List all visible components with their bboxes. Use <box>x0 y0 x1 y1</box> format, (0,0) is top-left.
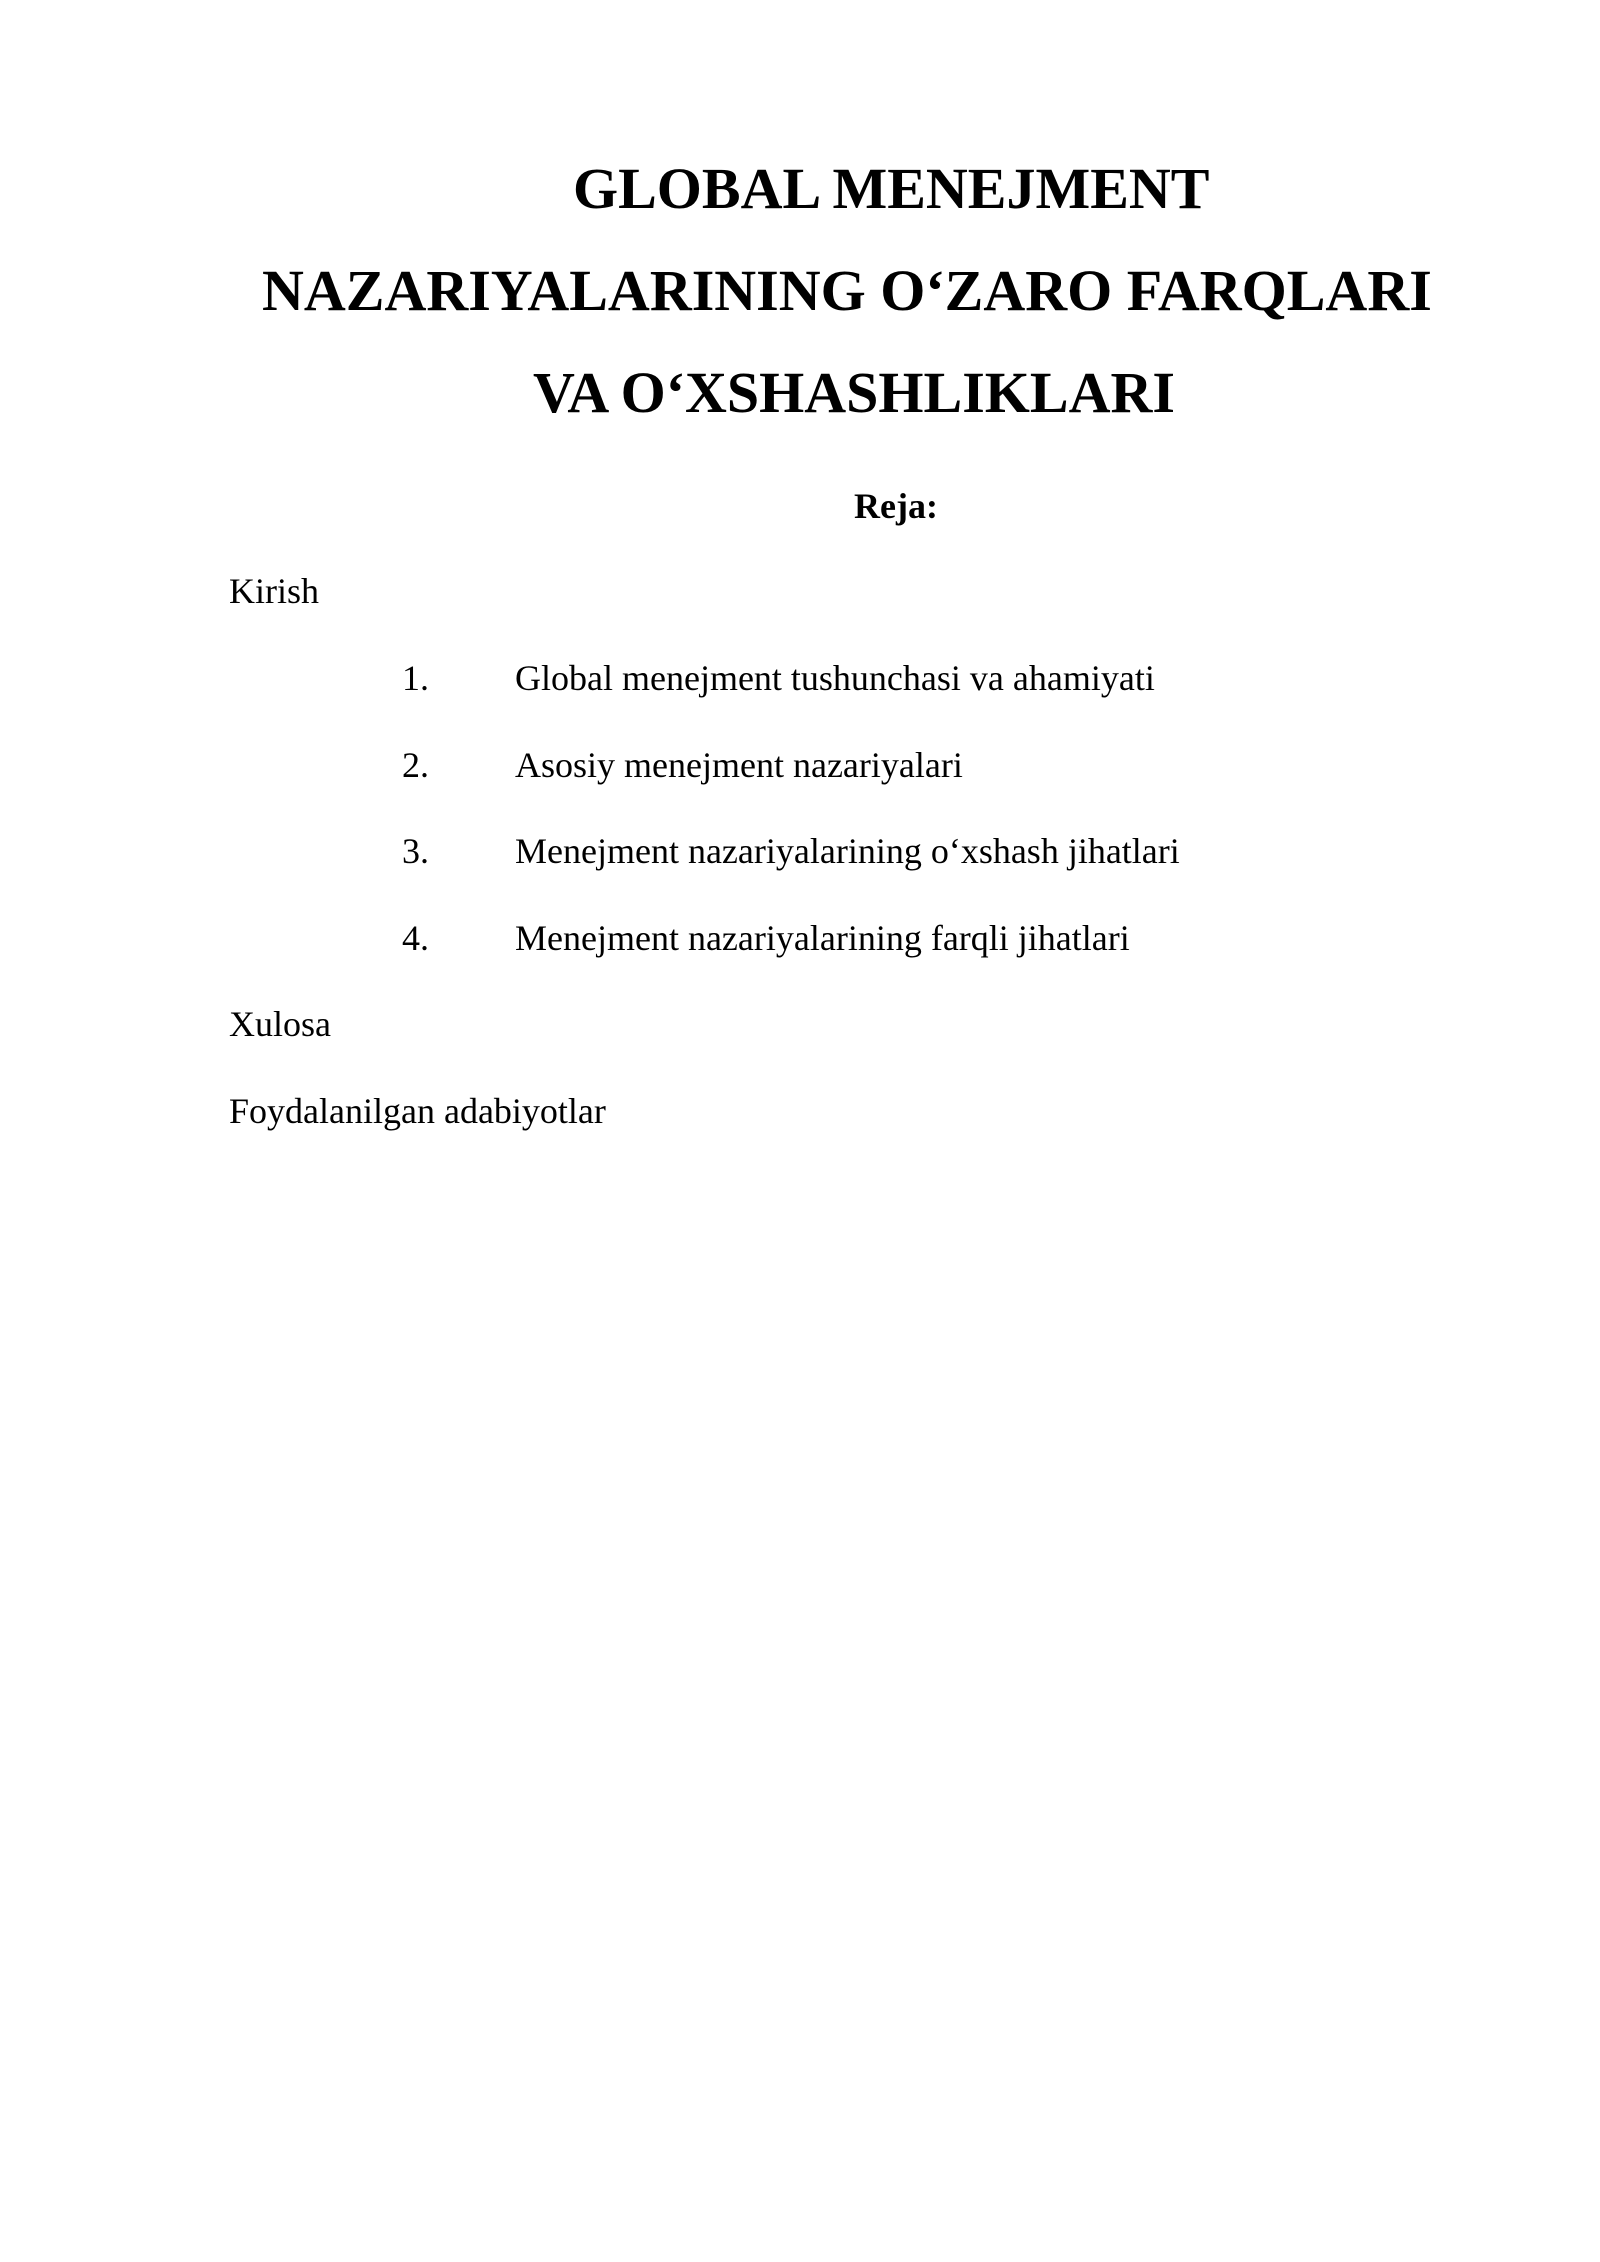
outline-text: Menejment nazariyalarining farqli jihatlari <box>515 918 1130 958</box>
title-line-1: GLOBAL MENEJMENT <box>573 156 1210 221</box>
outline-text: Global menejment tushunchasi va ahamiyati <box>515 658 1155 698</box>
outline-number: 3. <box>402 831 429 871</box>
references-label: Foydalanilgan adabiyotlar <box>229 1091 606 1131</box>
outline-number: 1. <box>402 658 429 698</box>
outline-number: 4. <box>402 918 429 958</box>
outline-text: Asosiy menejment nazariyalari <box>515 745 963 785</box>
outline-number: 2. <box>402 745 429 785</box>
conclusion-label: Xulosa <box>229 1004 331 1044</box>
outline-text: Menejment nazariyalarining o‘xshash jihatlari <box>515 831 1180 871</box>
title-line-3: VA O‘XSHASHLIKLARI <box>533 360 1175 425</box>
intro-label: Kirish <box>229 571 319 611</box>
plan-heading: Reja: <box>854 486 938 526</box>
title-line-2: NAZARIYALARINING O‘ZARO FARQLARI <box>262 258 1432 323</box>
